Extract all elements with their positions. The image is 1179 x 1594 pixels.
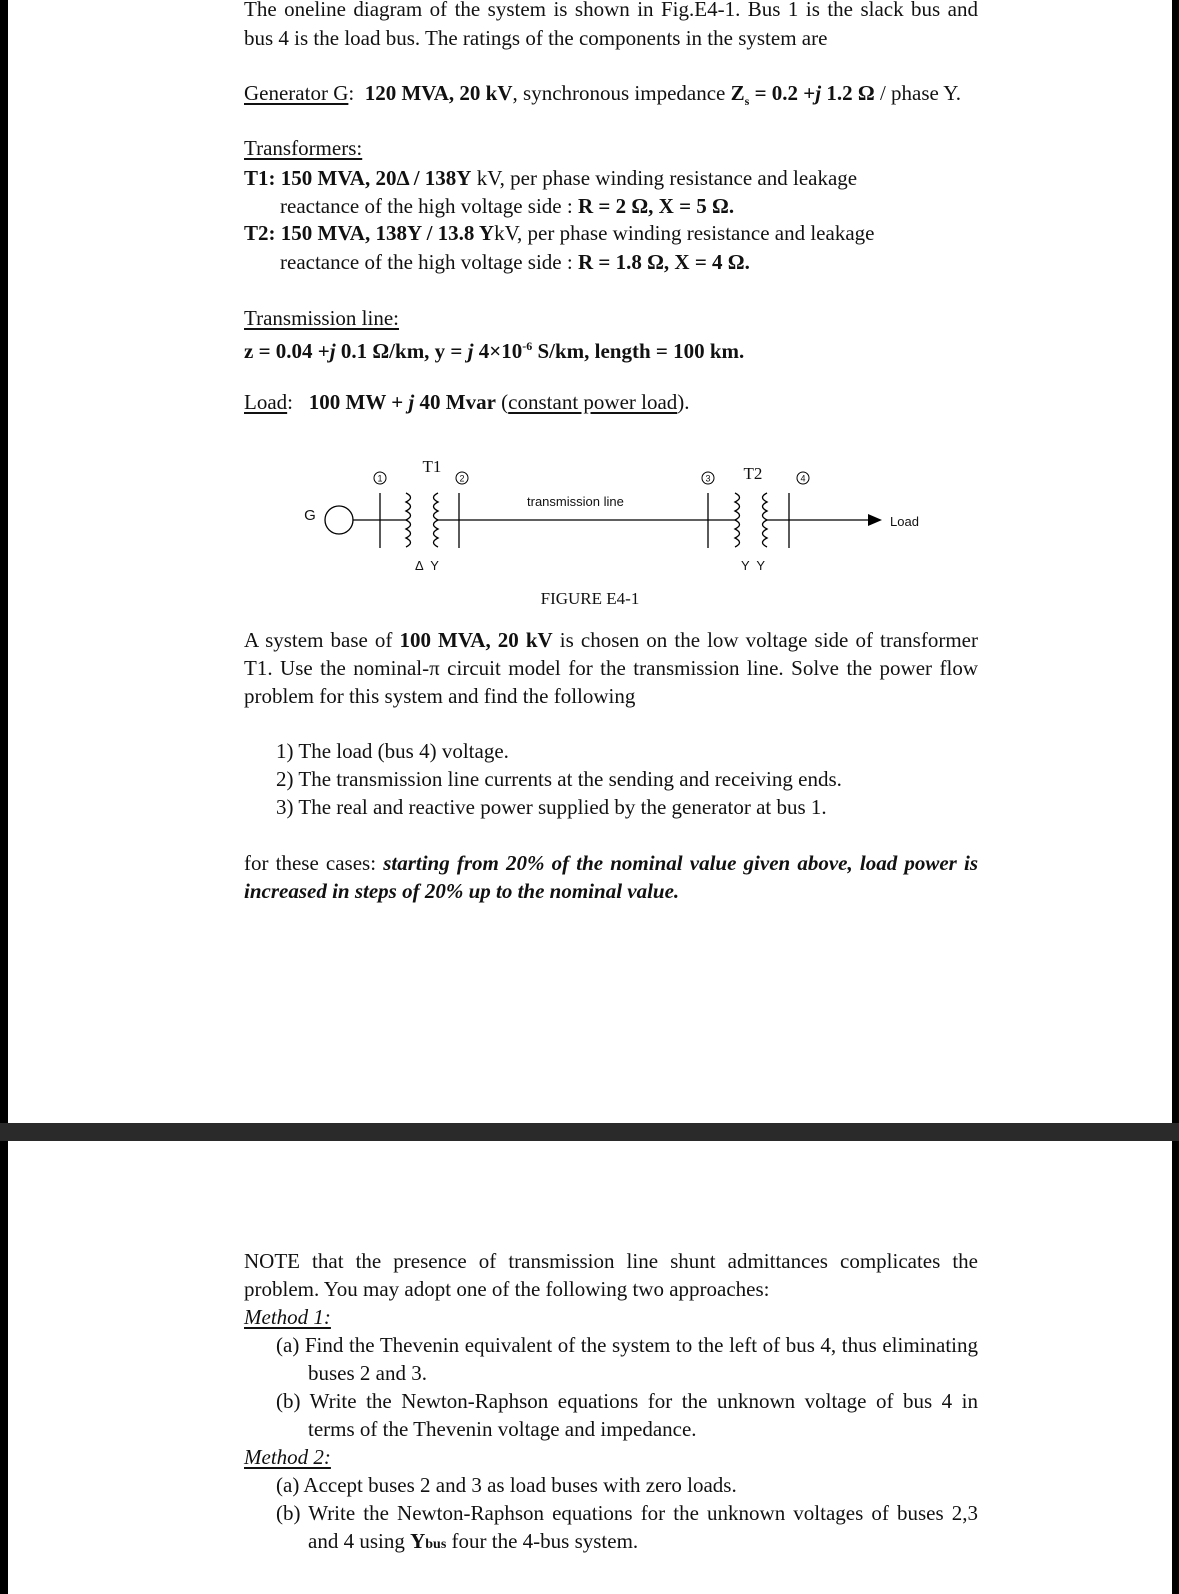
question-1: 1) The load (bus 4) voltage. (276, 739, 509, 763)
line-parameters: z = 0.04 +j 0.1 Ω/km, y = j $4\times 10^{-6}$ S/km, length = 100 km. (244, 339, 745, 363)
method-1b-line-1: (b) Write the Newton-Raphson equations for the unknown voltage of bus 4 in (276, 1389, 978, 1413)
method-2-heading: Method 2: (244, 1445, 331, 1469)
load-label: Load (244, 390, 288, 414)
bus-1-number: 1 (377, 473, 383, 484)
bus-3-number: 3 (705, 473, 711, 484)
method-2b-line-2: and 4 using Ybus four the 4-bus system. (308, 1529, 639, 1553)
t1-connection-label: Δ Y (415, 558, 439, 573)
document-page-2 (8, 1141, 1172, 1594)
t1-primary-coil (406, 493, 411, 547)
bus-4-number: 4 (800, 473, 806, 484)
base-line-2: T1. Use the nominal-π circuit model for the transmission line. Solve the power flow (244, 656, 978, 680)
base-line-1: A system base of 100 MVA, 20 kV is chosen on the low voltage side of transformer (244, 628, 978, 652)
t2-label: T2 (743, 464, 763, 483)
method-1a-line-2: buses 2 and 3. (308, 1361, 427, 1385)
generator-spec: Generator G: 120 MVA, 20 kV, synchronous impedance $Z_s = 0.2 +j$ 1.2 Ω / phase Y. (244, 81, 962, 109)
method-1b-line-2: terms of the Thevenin voltage and impedance. (308, 1417, 697, 1441)
transmission-line-label: transmission line (527, 494, 624, 509)
line-heading: Transmission line: (244, 306, 399, 330)
intro-line-2: bus 4 is the load bus. The ratings of the components in the system are (244, 26, 828, 50)
method-2a: (a) Accept buses 2 and 3 as load buses with zero loads. (276, 1473, 737, 1497)
note-line-1: NOTE that the presence of transmission line shunt admittances complicates the (244, 1249, 978, 1273)
intro-line-1: The oneline diagram of the system is shown in Fig.E4-1. Bus 1 is the slack bus and (244, 0, 978, 21)
load-arrow-icon (868, 514, 882, 526)
t2-secondary-coil (763, 493, 768, 547)
page-gap (0, 1123, 1179, 1141)
method-1a-line-1: (a) Find the Thevenin equivalent of the system to the left of bus 4, thus eliminating (276, 1333, 978, 1357)
method-1-heading: Method 1: (244, 1305, 331, 1329)
cases-line-1: for these cases: starting from 20% of the nominal value given above, load power is (244, 851, 978, 875)
t1-secondary-coil (434, 493, 439, 547)
question-2: 2) The transmission line currents at the sending and receiving ends. (276, 767, 842, 791)
t2-spec-line-2: reactance of the high voltage side : R = 1.8 Ω, X = 4 Ω. (280, 250, 750, 274)
t2-connection-label: Y Y (741, 558, 766, 573)
t2-primary-coil (735, 493, 740, 547)
transformers-heading: Transformers: (244, 136, 363, 160)
document-page-1 (8, 0, 1172, 1123)
t1-spec-line-2: reactance of the high voltage side : R = 2 Ω, X = 5 Ω. (280, 194, 735, 218)
t1-spec-line-1: T1: 150 MVA, 20Δ / 138Y kV, per phase winding resistance and leakage (244, 166, 858, 190)
t2-spec-line-1: T2: 150 MVA, 138Y / 13.8 YkV, per phase winding resistance and leakage (244, 221, 875, 245)
method-2b-line-1: (b) Write the Newton-Raphson equations for the unknown voltages of buses 2,3 (276, 1501, 978, 1525)
question-3: 3) The real and reactive power supplied by the generator at bus 1. (276, 795, 827, 819)
zs-symbol: $Z_s = 0.2 +j$ 1.2 Ω (730, 81, 875, 109)
t1-label: T1 (422, 457, 442, 476)
generator-symbol (325, 506, 353, 534)
note-line-2: problem. You may adopt one of the following two approaches: (244, 1277, 770, 1301)
generator-label: Generator G (244, 81, 349, 105)
generator-rating: 120 MVA, 20 kV (364, 81, 513, 105)
load-label-text: Load (890, 514, 919, 529)
base-line-3: problem for this system and find the following (244, 684, 636, 708)
load-spec: Load: 100 MW + j 40 Mvar (constant power load). (244, 390, 690, 414)
cases-line-2: increased in steps of 20% up to the nominal value. (244, 879, 680, 903)
bus-2-number: 2 (459, 473, 465, 484)
generator-label-text: G (304, 507, 316, 524)
figure-caption: FIGURE E4-1 (540, 589, 640, 608)
